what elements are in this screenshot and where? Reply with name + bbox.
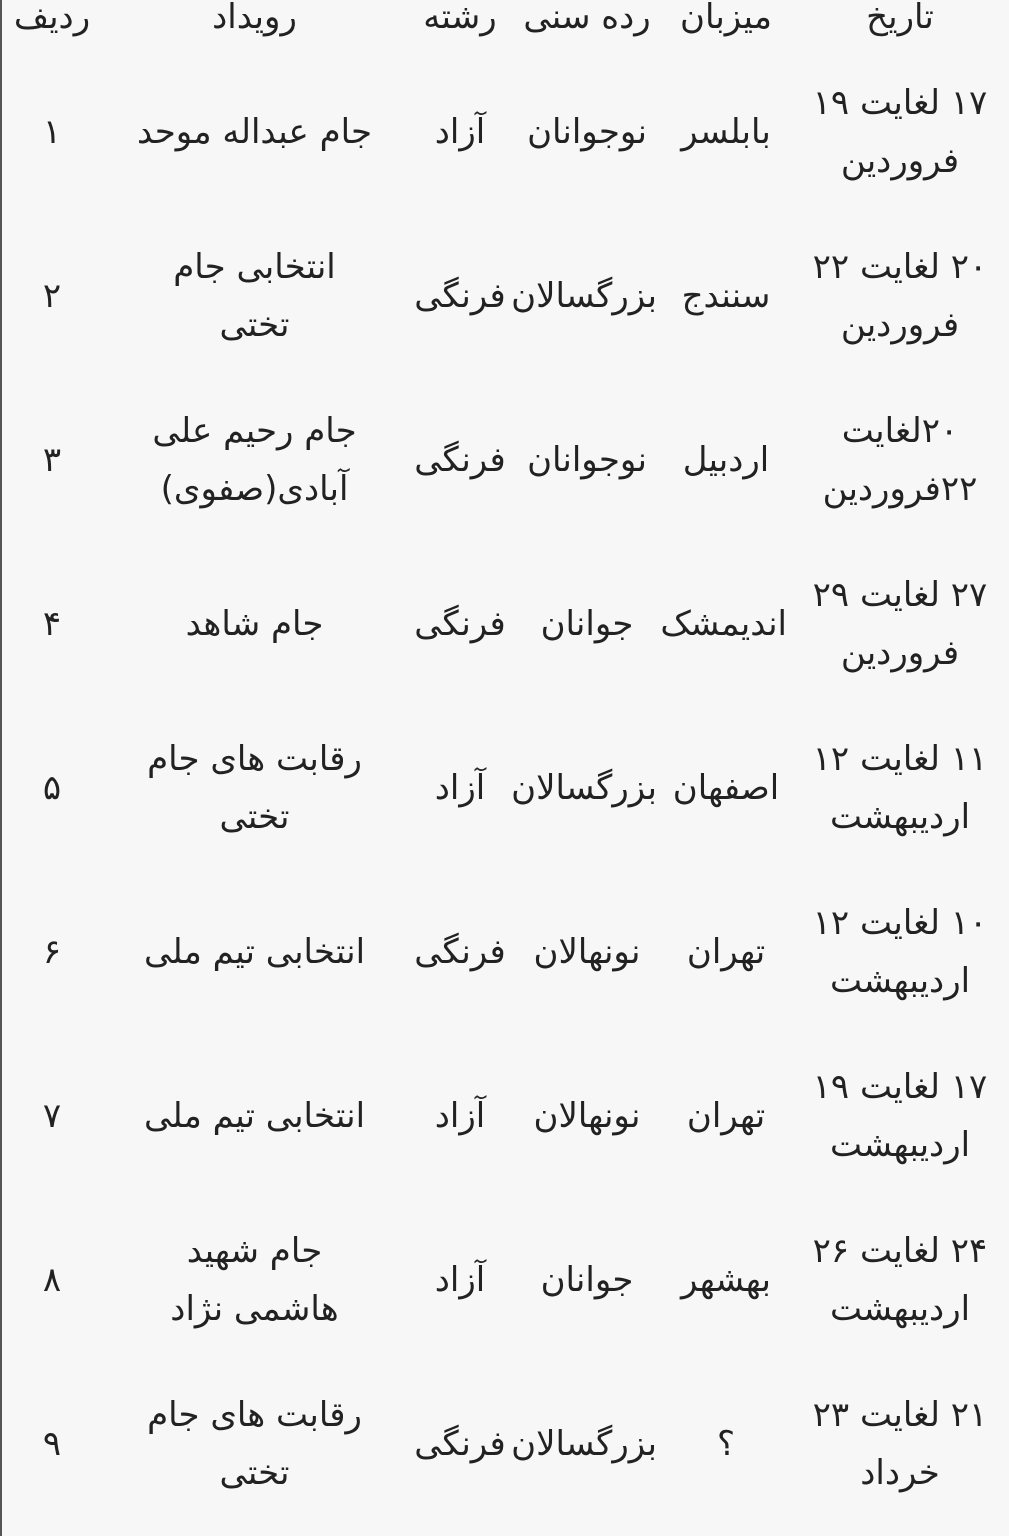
cell-age-group: بزرگسالان [511, 768, 657, 808]
cell-row-number: ۲ [42, 276, 62, 316]
cell-discipline: فرنگی [414, 440, 506, 480]
table-row [2, 706, 1009, 870]
table-row [2, 542, 1009, 706]
table-row [2, 1034, 1009, 1198]
cell-host: تهران [686, 932, 766, 972]
table-row [2, 1362, 1009, 1526]
cell-event: انتخابی جام تختی [173, 247, 336, 345]
table-row [2, 214, 1009, 378]
cell-event: جام رحیم علی آبادی(صفوی) [152, 411, 357, 509]
cell-host: اندیمشک [660, 604, 787, 644]
cell-event: رقابت های جام تختی [147, 1395, 362, 1493]
header-age-group: رده سنی [523, 0, 651, 37]
cell-discipline: آزاد [434, 1260, 486, 1300]
cell-host: سنندج [681, 276, 771, 316]
header-host: میزبان [679, 0, 773, 37]
cell-event: جام شاهد [185, 604, 324, 644]
cell-host: اردبیل [682, 440, 770, 480]
cell-discipline: آزاد [434, 1096, 486, 1136]
cell-host: بابلسر [681, 112, 771, 152]
cell-row-number: ۶ [42, 932, 62, 972]
cell-event: انتخابی تیم ملی [143, 1096, 366, 1136]
cell-date: ۲۰ لغایت ۲۲ فروردین [812, 247, 988, 345]
cell-host: ؟ [716, 1424, 736, 1464]
cell-age-group: بزرگسالان [511, 1424, 657, 1464]
cell-row-number: ۵ [42, 768, 62, 808]
cell-date: ۱۷ لغایت ۱۹ فروردین [812, 83, 988, 181]
cell-age-group: نوجوانان [527, 440, 647, 480]
header-event: رویداد [212, 0, 297, 37]
cell-date: ۱۰ لغایت ۱۲ اردیبهشت [812, 903, 988, 1001]
table-row [2, 870, 1009, 1034]
cell-row-number: ۸ [42, 1260, 62, 1300]
cell-host: تهران [686, 1096, 766, 1136]
cell-discipline: فرنگی [414, 1424, 506, 1464]
table-row [2, 1198, 1009, 1362]
cell-age-group: بزرگسالان [511, 276, 657, 316]
header-row-number: ردیف [13, 0, 91, 37]
table-header [2, 0, 1009, 50]
cell-discipline: آزاد [434, 768, 486, 808]
cell-row-number: ۴ [42, 604, 62, 644]
cell-event: انتخابی تیم ملی [143, 932, 366, 972]
header-row [2, 0, 1009, 50]
cell-date: ۲۰لغایت ۲۲فروردین [822, 411, 978, 509]
header-date: تاریخ [866, 0, 934, 37]
cell-date: ۲۱ لغایت ۲۳ خرداد [812, 1395, 988, 1493]
table-body [2, 50, 1009, 1526]
cell-row-number: ۱ [42, 112, 62, 152]
cell-date: ۱۱ لغایت ۱۲ اردیبهشت [812, 739, 988, 837]
cell-discipline: فرنگی [414, 932, 506, 972]
cell-host: اصفهان [672, 768, 780, 808]
cell-age-group: نونهالان [533, 1096, 641, 1136]
cell-date: ۲۴ لغایت ۲۶ اردیبهشت [812, 1231, 988, 1329]
cell-row-number: ۷ [42, 1096, 62, 1136]
cell-row-number: ۹ [42, 1424, 62, 1464]
competition-schedule-table [2, 0, 1009, 1526]
cell-event: رقابت های جام تختی [147, 739, 362, 837]
cell-age-group: نونهالان [533, 932, 641, 972]
cell-discipline: فرنگی [414, 604, 506, 644]
cell-date: ۱۷ لغایت ۱۹ اردیبهشت [812, 1067, 988, 1165]
cell-discipline: فرنگی [414, 276, 506, 316]
cell-date: ۲۷ لغایت ۲۹ فروردین [812, 575, 988, 673]
cell-age-group: جوانان [540, 604, 634, 644]
header-discipline: رشته [423, 0, 497, 37]
table-row [2, 378, 1009, 542]
cell-age-group: نوجوانان [527, 112, 647, 152]
cell-event: جام عبداله موحد [136, 112, 373, 152]
cell-discipline: آزاد [434, 112, 486, 152]
cell-event: جام شهید هاشمی نژاد [170, 1231, 339, 1329]
cell-host: بهشهر [681, 1260, 771, 1300]
table-row [2, 50, 1009, 214]
cell-age-group: جوانان [540, 1260, 634, 1300]
cell-row-number: ۳ [42, 440, 62, 480]
